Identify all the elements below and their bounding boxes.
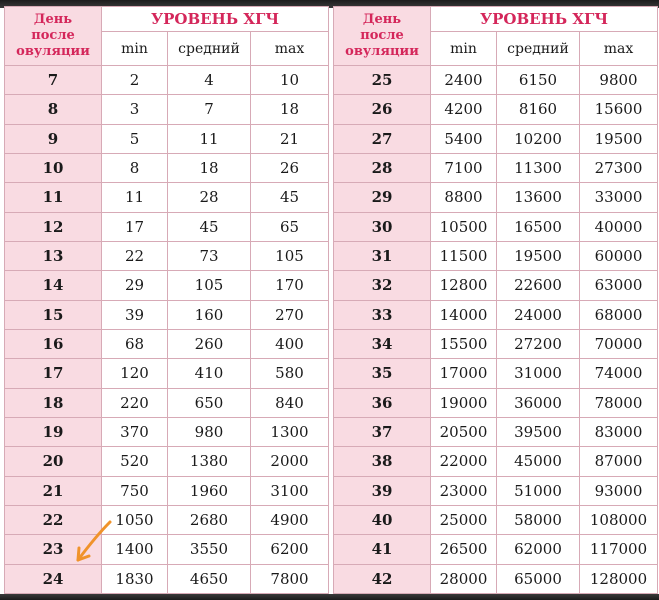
group-header: УРОВЕНЬ ХГЧ (431, 7, 658, 32)
min-cell: 5400 (431, 124, 497, 153)
table-row (5, 66, 329, 95)
max-cell: 40000 (580, 212, 658, 241)
avg-cell: 28 (168, 183, 251, 212)
min-header: min (431, 32, 497, 66)
table-row (5, 95, 329, 124)
day-cell: 26 (334, 95, 431, 124)
table-row (5, 359, 329, 388)
day-cell: 36 (334, 388, 431, 417)
table-row (5, 212, 329, 241)
day-cell: 34 (334, 329, 431, 358)
group-header: УРОВЕНЬ ХГЧ (102, 7, 329, 32)
max-cell: 87000 (580, 447, 658, 476)
max-cell: 117000 (580, 535, 658, 564)
min-cell: 10500 (431, 212, 497, 241)
max-cell: 400 (251, 329, 329, 358)
min-cell: 11500 (431, 241, 497, 270)
day-cell: 20 (5, 447, 102, 476)
max-cell: 83000 (580, 417, 658, 446)
min-cell: 68 (102, 329, 168, 358)
avg-cell: 980 (168, 417, 251, 446)
day-cell: 11 (5, 183, 102, 212)
day-cell: 38 (334, 447, 431, 476)
table-row (334, 212, 658, 241)
min-cell: 520 (102, 447, 168, 476)
min-cell: 22 (102, 241, 168, 270)
min-cell: 1400 (102, 535, 168, 564)
table-row (334, 417, 658, 446)
table-row (5, 564, 329, 593)
avg-cell: 105 (168, 271, 251, 300)
avg-cell: 45000 (497, 447, 580, 476)
min-cell: 370 (102, 417, 168, 446)
avg-cell: 3550 (168, 535, 251, 564)
max-cell: 1300 (251, 417, 329, 446)
avg-cell: 4650 (168, 564, 251, 593)
day-cell: 16 (5, 329, 102, 358)
day-cell: 12 (5, 212, 102, 241)
avg-cell: 19500 (497, 241, 580, 270)
hcg-table-right (333, 6, 658, 594)
day-header-line3: овуляции (16, 44, 90, 59)
avg-cell: 18 (168, 153, 251, 182)
min-cell: 11 (102, 183, 168, 212)
max-cell: 78000 (580, 388, 658, 417)
min-cell: 23000 (431, 476, 497, 505)
table-row (334, 388, 658, 417)
table-row (334, 153, 658, 182)
avg-cell: 1380 (168, 447, 251, 476)
day-cell: 22 (5, 505, 102, 534)
table-row (5, 329, 329, 358)
day-cell: 27 (334, 124, 431, 153)
avg-cell: 65000 (497, 564, 580, 593)
day-cell: 33 (334, 300, 431, 329)
table-row (334, 535, 658, 564)
day-cell: 18 (5, 388, 102, 417)
max-header: max (251, 32, 329, 66)
avg-cell: 6150 (497, 66, 580, 95)
min-cell: 8 (102, 153, 168, 182)
min-cell: 39 (102, 300, 168, 329)
table-row (5, 183, 329, 212)
table-row (5, 124, 329, 153)
day-cell: 15 (5, 300, 102, 329)
max-cell: 7800 (251, 564, 329, 593)
table-row (334, 271, 658, 300)
day-header-line1: День (33, 12, 73, 27)
table-row (5, 153, 329, 182)
max-header: max (580, 32, 658, 66)
table-row (334, 329, 658, 358)
max-cell: 65 (251, 212, 329, 241)
max-cell: 128000 (580, 564, 658, 593)
left-table-body (5, 66, 329, 594)
max-cell: 63000 (580, 271, 658, 300)
bottom-dark-strip (0, 594, 659, 600)
day-cell: 14 (5, 271, 102, 300)
table-row (334, 66, 658, 95)
day-cell: 31 (334, 241, 431, 270)
avg-cell: 11 (168, 124, 251, 153)
day-cell: 7 (5, 66, 102, 95)
avg-cell: 260 (168, 329, 251, 358)
day-header-line2: после (31, 28, 75, 43)
min-cell: 3 (102, 95, 168, 124)
day-cell: 40 (334, 505, 431, 534)
max-cell: 108000 (580, 505, 658, 534)
max-cell: 74000 (580, 359, 658, 388)
day-cell: 24 (5, 564, 102, 593)
table-row (334, 183, 658, 212)
avg-cell: 62000 (497, 535, 580, 564)
max-cell: 60000 (580, 241, 658, 270)
avg-cell: 7 (168, 95, 251, 124)
right-table-body (334, 66, 658, 594)
day-cell: 28 (334, 153, 431, 182)
avg-cell: 10200 (497, 124, 580, 153)
hcg-table-left (4, 6, 329, 594)
avg-cell: 58000 (497, 505, 580, 534)
table-row (5, 505, 329, 534)
min-cell: 1050 (102, 505, 168, 534)
max-cell: 26 (251, 153, 329, 182)
max-cell: 19500 (580, 124, 658, 153)
min-cell: 20500 (431, 417, 497, 446)
min-cell: 15500 (431, 329, 497, 358)
day-cell: 39 (334, 476, 431, 505)
avg-cell: 13600 (497, 183, 580, 212)
avg-cell: 51000 (497, 476, 580, 505)
day-header-line1: День (362, 12, 402, 27)
min-cell: 4200 (431, 95, 497, 124)
avg-header: средний (168, 32, 251, 66)
day-header (334, 7, 431, 66)
day-cell: 19 (5, 417, 102, 446)
min-cell: 25000 (431, 505, 497, 534)
avg-cell: 36000 (497, 388, 580, 417)
day-cell: 9 (5, 124, 102, 153)
day-cell: 42 (334, 564, 431, 593)
day-cell: 30 (334, 212, 431, 241)
max-cell: 45 (251, 183, 329, 212)
min-cell: 1830 (102, 564, 168, 593)
avg-cell: 11300 (497, 153, 580, 182)
avg-cell: 2680 (168, 505, 251, 534)
avg-cell: 650 (168, 388, 251, 417)
max-cell: 840 (251, 388, 329, 417)
table-row (334, 564, 658, 593)
min-cell: 22000 (431, 447, 497, 476)
max-cell: 580 (251, 359, 329, 388)
avg-cell: 24000 (497, 300, 580, 329)
max-cell: 105 (251, 241, 329, 270)
max-cell: 33000 (580, 183, 658, 212)
table-row (5, 447, 329, 476)
day-cell: 35 (334, 359, 431, 388)
max-cell: 93000 (580, 476, 658, 505)
day-cell: 32 (334, 271, 431, 300)
avg-cell: 410 (168, 359, 251, 388)
day-cell: 41 (334, 535, 431, 564)
avg-cell: 45 (168, 212, 251, 241)
min-cell: 220 (102, 388, 168, 417)
day-cell: 17 (5, 359, 102, 388)
min-cell: 12800 (431, 271, 497, 300)
table-row (5, 535, 329, 564)
table-row (5, 271, 329, 300)
avg-header: средний (497, 32, 580, 66)
min-cell: 750 (102, 476, 168, 505)
max-cell: 70000 (580, 329, 658, 358)
avg-cell: 8160 (497, 95, 580, 124)
table-row (334, 359, 658, 388)
min-cell: 5 (102, 124, 168, 153)
max-cell: 6200 (251, 535, 329, 564)
max-cell: 68000 (580, 300, 658, 329)
day-cell: 23 (5, 535, 102, 564)
min-cell: 120 (102, 359, 168, 388)
max-cell: 270 (251, 300, 329, 329)
min-cell: 8800 (431, 183, 497, 212)
table-row (5, 300, 329, 329)
day-header-line2: после (360, 28, 404, 43)
tables-container (4, 6, 656, 594)
max-cell: 2000 (251, 447, 329, 476)
table-row (334, 95, 658, 124)
table-row (5, 417, 329, 446)
avg-cell: 73 (168, 241, 251, 270)
table-row (334, 241, 658, 270)
min-header: min (102, 32, 168, 66)
avg-cell: 31000 (497, 359, 580, 388)
table-row (334, 300, 658, 329)
day-cell: 29 (334, 183, 431, 212)
min-cell: 26500 (431, 535, 497, 564)
avg-cell: 16500 (497, 212, 580, 241)
avg-cell: 4 (168, 66, 251, 95)
table-row (334, 505, 658, 534)
avg-cell: 160 (168, 300, 251, 329)
min-cell: 28000 (431, 564, 497, 593)
day-cell: 37 (334, 417, 431, 446)
avg-cell: 39500 (497, 417, 580, 446)
avg-cell: 1960 (168, 476, 251, 505)
min-cell: 19000 (431, 388, 497, 417)
table-row (334, 476, 658, 505)
table-row (5, 476, 329, 505)
min-cell: 2400 (431, 66, 497, 95)
min-cell: 7100 (431, 153, 497, 182)
max-cell: 15600 (580, 95, 658, 124)
table-row (5, 241, 329, 270)
table-row (334, 447, 658, 476)
max-cell: 9800 (580, 66, 658, 95)
day-cell: 25 (334, 66, 431, 95)
day-cell: 13 (5, 241, 102, 270)
min-cell: 14000 (431, 300, 497, 329)
day-cell: 10 (5, 153, 102, 182)
max-cell: 21 (251, 124, 329, 153)
min-cell: 2 (102, 66, 168, 95)
max-cell: 27300 (580, 153, 658, 182)
avg-cell: 22600 (497, 271, 580, 300)
max-cell: 4900 (251, 505, 329, 534)
max-cell: 3100 (251, 476, 329, 505)
max-cell: 18 (251, 95, 329, 124)
table-row (5, 388, 329, 417)
day-header (5, 7, 102, 66)
table-row (334, 124, 658, 153)
day-cell: 21 (5, 476, 102, 505)
avg-cell: 27200 (497, 329, 580, 358)
max-cell: 170 (251, 271, 329, 300)
day-header-line3: овуляции (345, 44, 419, 59)
min-cell: 17 (102, 212, 168, 241)
day-cell: 8 (5, 95, 102, 124)
min-cell: 29 (102, 271, 168, 300)
min-cell: 17000 (431, 359, 497, 388)
max-cell: 10 (251, 66, 329, 95)
